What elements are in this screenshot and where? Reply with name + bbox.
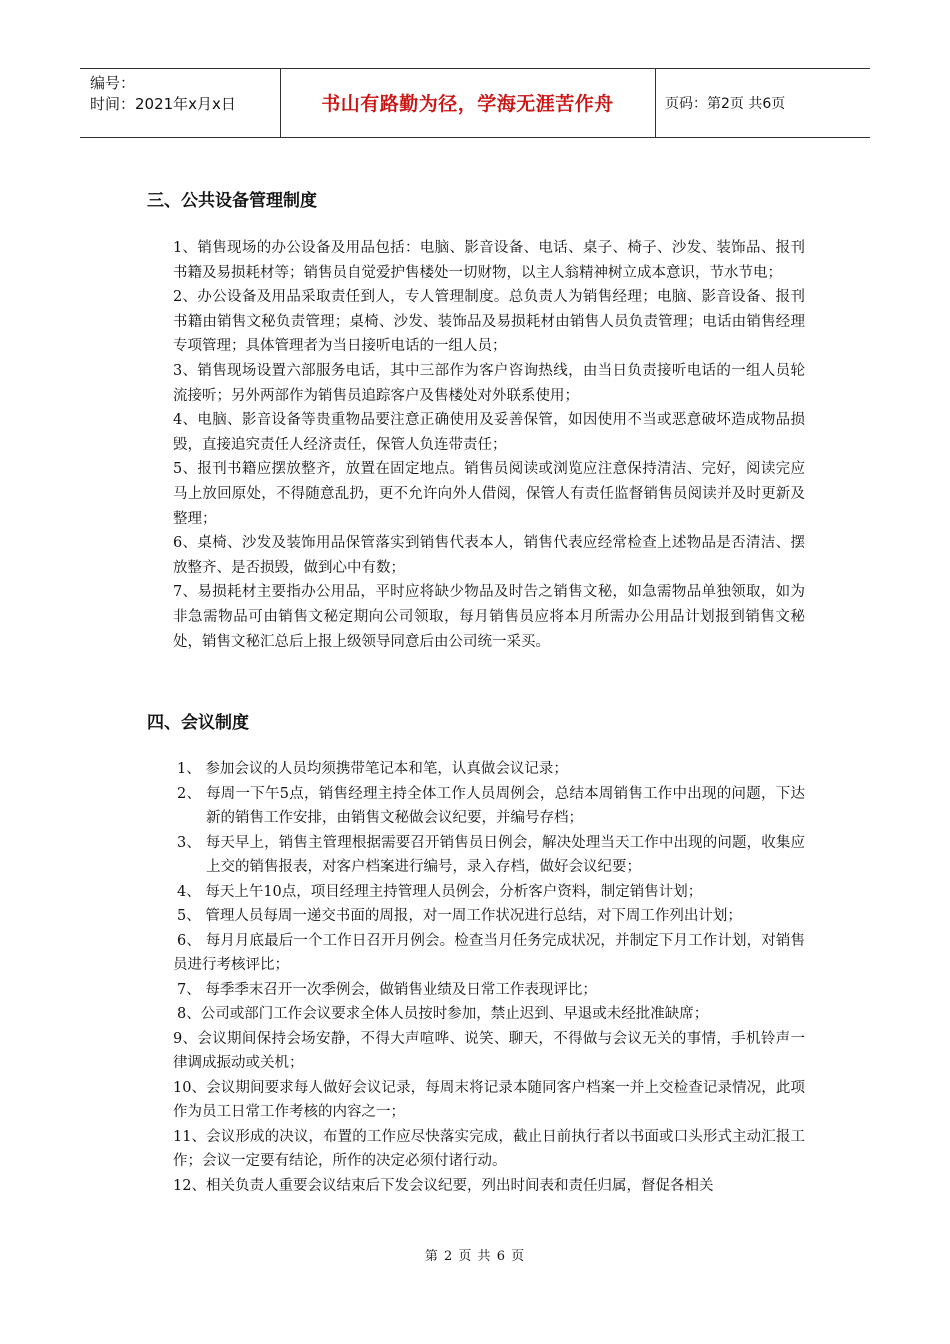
- list-item: 2、 每周一下午5点，销售经理主持全体工作人员周例会，总结本周销售工作中出现的问题，下达新的销售工作安排，由销售文秘做会议纪要，并编号存档；: [177, 785, 805, 826]
- list-item: 12、相关负责人重要会议结束后下发会议纪要，列出时间表和责任归属，督促各相关: [173, 1177, 714, 1194]
- list-item: 1、 参加会议的人员均须携带笔记本和笔，认真做会议记录；: [177, 761, 568, 777]
- header-meta: [90, 73, 280, 115]
- section-4-title: 四、会议制度: [147, 713, 249, 733]
- list-item: 2、办公设备及用品采取责任到人，专人管理制度。总负责人为销售经理；电脑、影音设备、报刊书籍由销售文秘负责管理；桌椅、沙发、装饰品及易损耗材由销售人员负责管理；电话由销售经理专项管理；具体管理者为当日接听电话的一组人员；: [173, 289, 805, 355]
- list-item: 6、桌椅、沙发及装饰用品保管落实到销售代表本人，销售代表应经常检查上述物品是否清洁、摆放整齐、是否损毁，做到心中有数；: [173, 535, 805, 576]
- section-3-title: 三、公共设备管理制度: [147, 191, 317, 211]
- list-item: 7、易损耗材主要指办公用品，平时应将缺少物品及时告之销售文秘，如急需物品单独领取，如为非急需物品可由销售文秘定期向公司领取，每月销售员应将本月所需办公用品计划报到销售文秘处，销售文秘汇总后上报上级领导同意后由公司统一采买。: [173, 584, 805, 650]
- section-4-body: [173, 757, 805, 1198]
- header-divider: [655, 69, 656, 137]
- list-item: 11、会议形成的决议，布置的工作应尽快落实完成，截止日前执行者以书面或口头形式主动汇报工作；会议一定要有结论，所作的决定必须付诸行动。: [173, 1128, 805, 1169]
- list-item: 3、 每天早上，销售主管理根据需要召开销售员日例会，解决处理当天工作中出现的问题，收集应上交的销售报表，对客户档案进行编号，录入存档，做好会议纪要；: [177, 834, 805, 875]
- section-3-body: [173, 236, 805, 654]
- document-number-label: 编号：: [90, 74, 136, 92]
- page-footer: 第 2 页 共 6 页: [424, 1249, 526, 1264]
- page-header: [80, 68, 870, 138]
- list-item: 8、公司或部门工作会议要求全体人员按时参加，禁止迟到、早退或未经批准缺席；: [177, 1006, 709, 1022]
- header-page-info: 页码：第2页 共6页: [665, 96, 786, 112]
- list-item: 5、报刊书籍应摆放整齐，放置在固定地点。销售员阅读或浏览应注意保持清洁、完好，阅读完应马上放回原处，不得随意乱扔，更不允许向外人借阅，保管人有责任监督销售员阅读并及时更新及整理；: [173, 461, 805, 527]
- list-item: 4、电脑、影音设备等贵重物品要注意正确使用及妥善保管，如因使用不当或恶意破坏造成物品损毁，直接追究责任人经济责任，保管人负连带责任；: [173, 412, 805, 453]
- header-motto: 书山有路勤为径，学海无涯苦作舟: [321, 93, 614, 115]
- list-item: 7、 每季季末召开一次季例会，做销售业绩及日常工作表现评比；: [177, 981, 597, 998]
- list-item: 10、会议期间要求每人做好会议记录，每周末将记录本随同客户档案一并上交检查记录情况，此项作为员工日常工作考核的内容之一；: [173, 1079, 805, 1120]
- list-item: 9、会议期间保持会场安静，不得大声喧哗、说笑、聊天，不得做与会议无关的事情，手机铃声一律调成振动或关机；: [173, 1030, 805, 1071]
- list-item: 6、 每月月底最后一个工作日召开月例会。检查当月任务完成状况，并制定下月工作计划，对销售员进行考核评比；: [173, 932, 805, 973]
- document-date-label: 时间：2021年x月x日: [90, 95, 236, 113]
- list-item: 1、销售现场的办公设备及用品包括：电脑、影音设备、电话、桌子、椅子、沙发、装饰品、报刊书籍及易损耗材等；销售员自觉爱护售楼处一切财物，以主人翁精神树立成本意识，节水节电；: [173, 240, 805, 281]
- list-item: 3、销售现场设置六部服务电话，其中三部作为客户咨询热线，由当日负责接听电话的一组人员轮流接听；另外两部作为销售员追踪客户及售楼处对外联系使用；: [173, 362, 805, 404]
- list-item: 5、 管理人员每周一递交书面的周报，对一周工作状况进行总结，对下周工作列出计划；: [177, 908, 742, 924]
- list-item: 4、 每天上午10点，项目经理主持管理人员例会，分析客户资料，制定销售计划；: [177, 883, 703, 900]
